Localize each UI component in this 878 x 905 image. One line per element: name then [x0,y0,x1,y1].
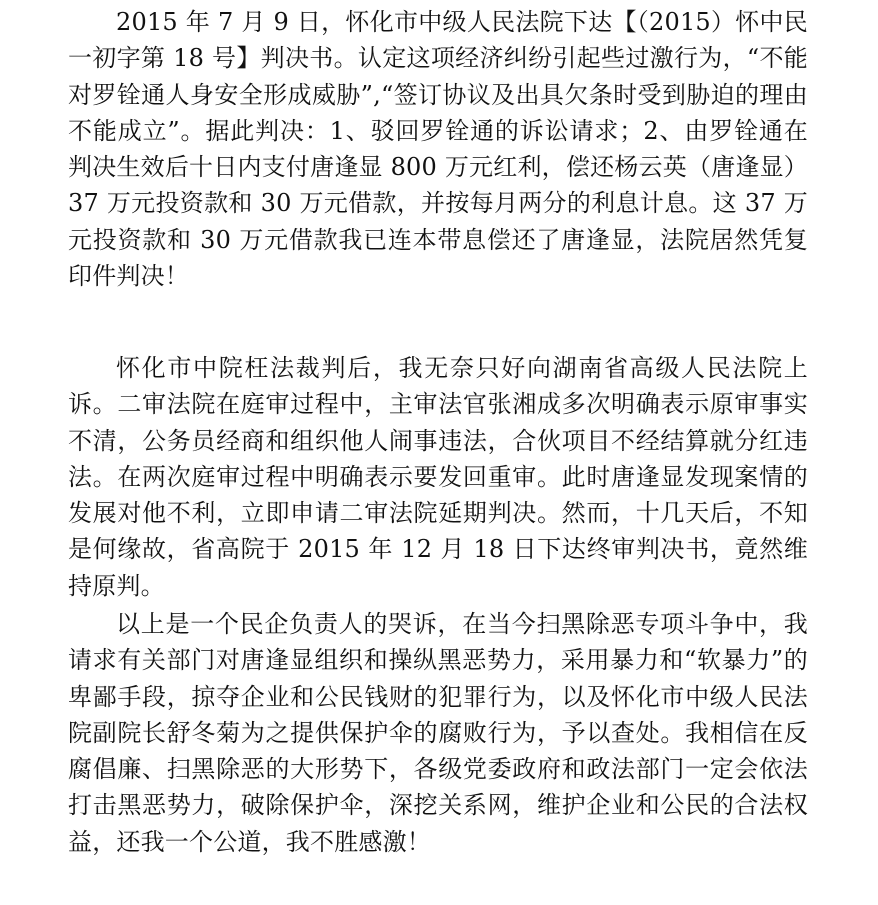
paragraph-judgment: 2015 年 7 月 9 日，怀化市中级人民法院下达【（2015）怀中民一初字第 18 号】判决书。认定这项经济纠纷引起些过激行为，“不能对罗铨通人身安全形成威胁”,“签订协议及出具欠条时受到胁迫的理由不能成立”。据此判决：1、驳回罗铨通的诉讼请求；2、由罗铨通在判决生效后十日内支付唐逢显 800 万元红利，偿还杨云英（唐逢显）37 万元投资款和 30 万元借款，并按每月两分的利息计息。这 37 万元投资款和 30 万元借款我已连本带息偿还了唐逢显，法院居然凭复印件判决！ [68,8,808,291]
paragraph-appeal: 怀化市中院枉法裁判后，我无奈只好向湖南省高级人民法院上诉。二审法院在庭审过程中，主审法官张湘成多次明确表示原审事实不清，公务员经商和组织他人闹事违法，合伙项目不经结算就分红违法。在两次庭审过程中明确表示要发回重审。此时唐逢显发现案情的发展对他不利，立即申请二审法院延期判决。然而，十几天后，不知是何缘故，省高院于 2015 年 12 月 18 日下达终审判决书，竟然维持原判。 [68,354,808,600]
paragraph-request: 以上是一个民企负责人的哭诉，在当今扫黑除恶专项斗争中，我请求有关部门对唐逢显组织和操纵黑恶势力，采用暴力和“软暴力”的卑鄙手段，掠夺企业和公民钱财的犯罪行为，以及怀化市中级人民法院副院长舒冬菊为之提供保护伞的腐败行为，予以查处。我相信在反腐倡廉、扫黑除恶的大形势下，各级党委政府和政法部门一定会依法打击黑恶势力，破除保护伞，深挖关系网，维护企业和公民的合法权益，还我一个公道，我不胜感激！ [68,610,808,856]
